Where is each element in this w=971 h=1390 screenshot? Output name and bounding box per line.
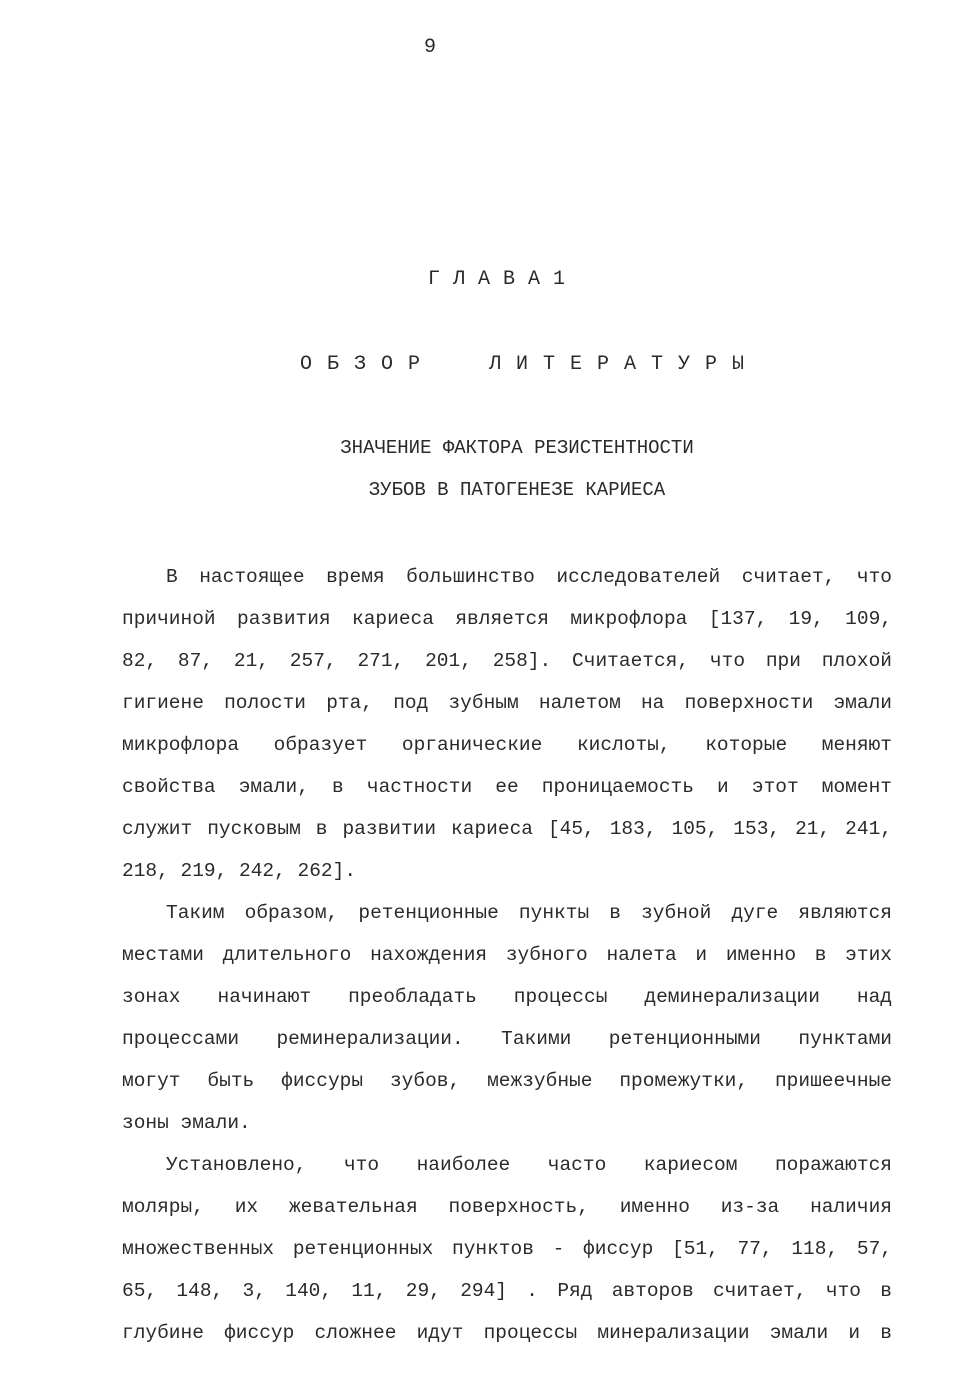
subtitle-line-2: ЗУБОВ В ПАТОГЕНЕЗЕ КАРИЕСА bbox=[368, 479, 666, 501]
text-line: могут быть фиссуры зубов, межзубные промежутки, пришеечные bbox=[122, 1070, 892, 1092]
text-line: Таким образом, ретенционные пункты в зубной дуге являются bbox=[166, 902, 892, 924]
text-line: моляры, их жевательная поверхность, именно из-за наличия bbox=[122, 1196, 892, 1218]
paragraph-3 bbox=[78, 1144, 892, 1354]
text-line: Установлено, что наиболее часто кариесом поражаются bbox=[166, 1154, 892, 1176]
page-number: 9 bbox=[423, 36, 436, 59]
text-line: свойства эмали, в частности ее проницаемость и этот момент bbox=[122, 776, 892, 798]
text-line: зоны эмали. bbox=[122, 1112, 251, 1134]
text-line: причиной развития кариеса является микрофлора [137, 19, 109, bbox=[122, 608, 892, 630]
text-line: зонах начинают преобладать процессы деминерализации над bbox=[122, 986, 892, 1008]
text-line: процессами реминерализации. Такими ретенционными пунктами bbox=[122, 1028, 892, 1050]
text-line: местами длительного нахождения зубного налета и именно в этих bbox=[122, 944, 892, 966]
text-line: гигиене полости рта, под зубным налетом на поверхности эмали bbox=[122, 692, 892, 714]
text-line: В настоящее время большинство исследователей считает, что bbox=[166, 566, 892, 588]
text-line: 65, 148, 3, 140, 11, 29, 294] . Ряд авторов считает, что в bbox=[122, 1280, 892, 1302]
text-line: служит пусковым в развитии кариеса [45, 183, 105, 153, 21, 241, bbox=[122, 818, 892, 840]
chapter-label: ГЛАВА1 bbox=[428, 268, 579, 291]
body-text bbox=[78, 556, 892, 1354]
text-line: 82, 87, 21, 257, 271, 201, 258]. Считается, что при плохой bbox=[122, 650, 892, 672]
subtitle-line-1: ЗНАЧЕНИЕ ФАКТОРА РЕЗИСТЕНТНОСТИ bbox=[340, 437, 694, 459]
text-line: множественных ретенционных пунктов - фиссур [51, 77, 118, 57, bbox=[122, 1238, 892, 1260]
text-line: 218, 219, 242, 262]. bbox=[122, 860, 357, 882]
section-title: ОБЗОР ЛИТЕРАТУРЫ bbox=[300, 353, 760, 376]
text-line: микрофлора образует органические кислоты, которые меняют bbox=[122, 734, 892, 756]
paragraph-2 bbox=[78, 892, 892, 1144]
paragraph-1 bbox=[78, 556, 892, 892]
text-line: глубине фиссур сложнее идут процессы минерализации эмали и в bbox=[122, 1322, 892, 1344]
